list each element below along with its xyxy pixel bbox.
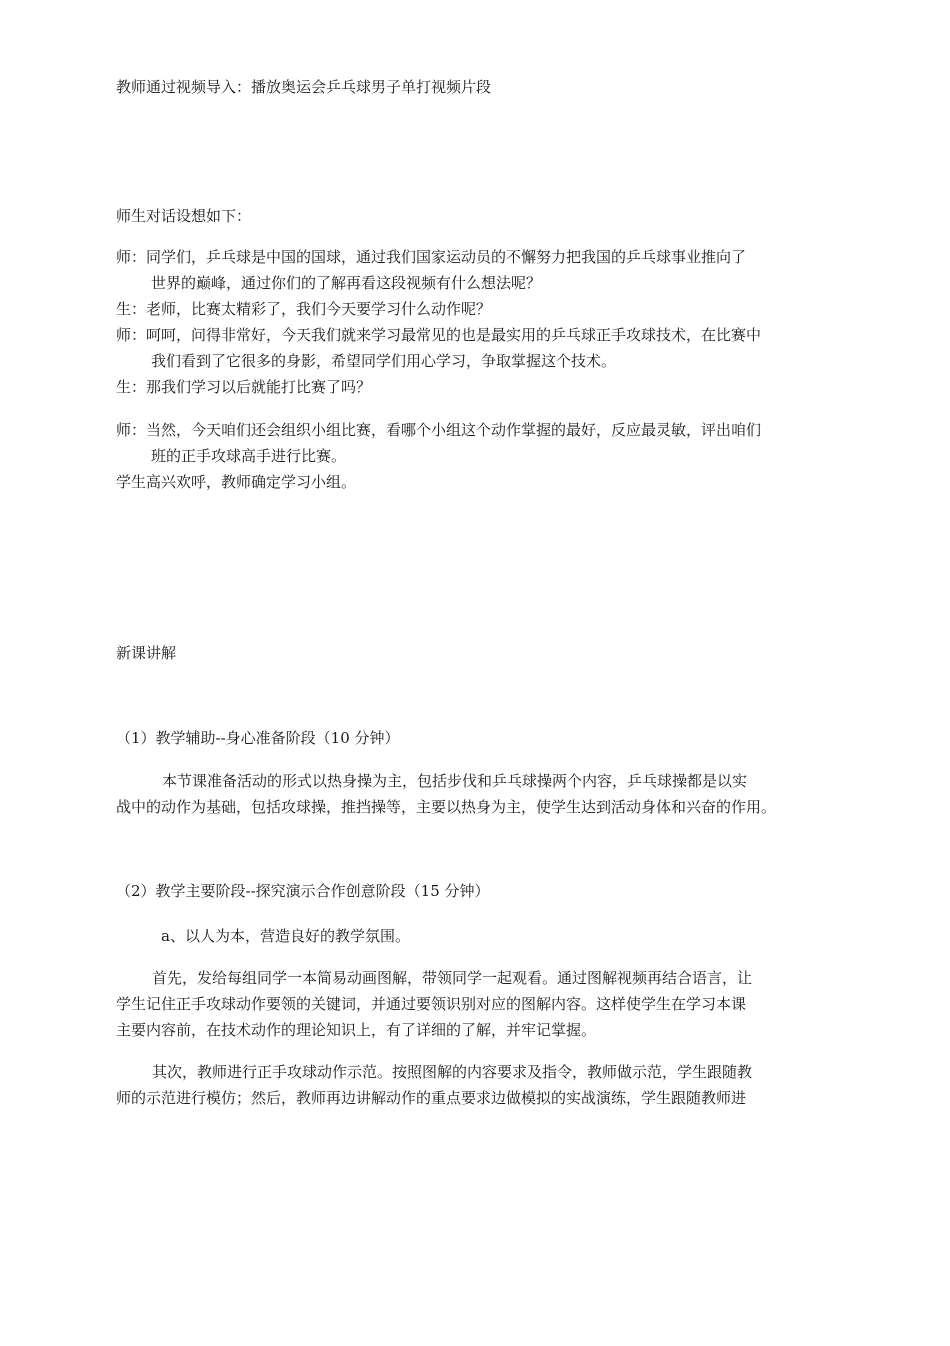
dialog-line-continuation: 我们看到了它很多的身影，希望同学们用心学习，争取掌握这个技术。 <box>151 352 617 370</box>
dialog-line: 师：呵呵，问得非常好，今天我们就来学习最常见的也是最实用的乒乓球正手攻球技术，在比赛中 <box>116 326 762 344</box>
stage2-paragraph-line: 主要内容前，在技术动作的理论知识上，有了详细的了解，并牢记掌握。 <box>116 1021 597 1039</box>
dialog-heading: 师生对话设想如下： <box>116 207 252 225</box>
dialog-line-continuation: 班的正手攻球高手进行比赛。 <box>151 447 347 465</box>
stage2-point-a: a、以人为本，营造良好的教学氛围。 <box>161 927 410 945</box>
dialog-line: 学生高兴欢呼，教师确定学习小组。 <box>116 473 357 491</box>
stage2-heading: （2）教学主要阶段--探究演示合作创意阶段（15 分钟） <box>116 882 490 900</box>
stage2-paragraph-line: 其次，教师进行正手攻球动作示范。按照图解的内容要求及指令，教师做示范，学生跟随教 <box>152 1063 753 1081</box>
dialog-line: 师：同学们，乒乓球是中国的国球，通过我们国家运动员的不懈努力把我国的乒乓球事业推向了 <box>116 248 747 266</box>
dialog-line-continuation: 世界的巅峰，通过你们的了解再看这段视频有什么想法呢？ <box>151 274 542 292</box>
video-intro-line: 教师通过视频导入：播放奥运会乒乓球男子单打视频片段 <box>116 78 492 96</box>
dialog-line: 生：老师，比赛太精彩了，我们今天要学习什么动作呢？ <box>116 300 492 318</box>
stage2-paragraph-line: 师的示范进行模仿；然后，教师再边讲解动作的重点要求边做模拟的实战演练，学生跟随教师进 <box>116 1089 747 1107</box>
dialog-line: 师：当然，今天咱们还会组织小组比赛，看哪个小组这个动作掌握的最好，反应最灵敏，评出咱们 <box>116 421 762 439</box>
stage1-paragraph-line: 本节课准备活动的形式以热身操为主，包括步伐和乒乓球操两个内容，乒乓球操都是以实 <box>162 772 748 790</box>
stage2-paragraph-line: 首先，发给每组同学一本简易动画图解，带领同学一起观看。通过图解视频再结合语言，让 <box>152 969 753 987</box>
stage2-paragraph-line: 学生记住正手攻球动作要领的关键词，并通过要领识别对应的图解内容。这样使学生在学习本课 <box>116 995 747 1013</box>
stage1-heading: （1）教学辅助--身心准备阶段（10 分钟） <box>116 729 400 747</box>
dialog-line: 生：那我们学习以后就能打比赛了吗？ <box>116 378 372 396</box>
stage1-paragraph-line: 战中的动作为基础，包括攻球操，推挡操等，主要以热身为主，使学生达到活动身体和兴奋的作用。 <box>116 798 777 816</box>
section-title: 新课讲解 <box>116 644 177 662</box>
